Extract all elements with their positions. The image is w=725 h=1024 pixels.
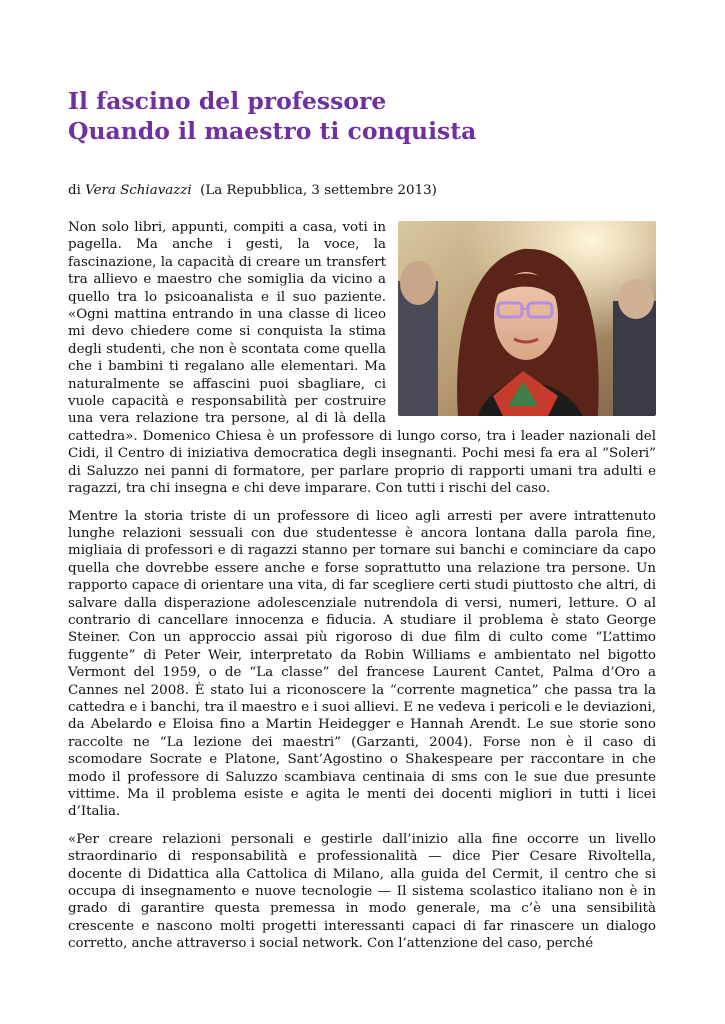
source-citation: (La Repubblica, 3 settembre 2013) bbox=[200, 183, 437, 198]
title-line-2: Quando il maestro ti conquista bbox=[68, 117, 477, 145]
paragraph-2: Mentre la storia triste di un professore di liceo agli arresti per avere intrattenuto lunghe relazioni sessuali con due studentesse è ancora lontana dalla parola fine, migliaia di professori e di ragazzi stanno per tornare sui banchi e cominciare da capo quella che dovrebbe essere anche e forse soprattutto una relazione tra persone. Un rapporto capace di orientare una vita, di far scegliere certi studi piuttosto che altri, di salvare dalla disperazione adolescenziale nutrendola di versi, numeri, letture. O al contrario di cancellare innocenza e fiducia. A studiare il problema è stato George Steiner. Con un approccio assai più rigoroso di due film di culto come “L’attimo fuggente” di Peter Weir, interpretato da Robin Williams e ambientato nel bigotto Vermont del 1959, o de “La classe” del francese Laurent Cantet, Palma d’Oro a Cannes nel 2008. È stato lui a riconoscere la “corrente magnetica” che passa tra la cattedra e i banchi, tra il maestro e i suoi allievi. E ne vedeva i pericoli e le deviazioni, da Abelardo e Eloisa fino a Martin Heidegger e Hannah Arendt. Le sue storie sono raccolte ne “La lezione dei maestri” (Garzanti, 2004). Forse non è il caso di scomodare Socrate e Platone, Sant’Agostino o Shakespeare per raccontare in che modo il professore di Saluzzo scambiava centinaia di sms con le sue due presunte vittime. Ma il problema esiste e agita le menti dei docenti migliori in tutti i licei d’Italia. bbox=[68, 508, 656, 820]
paragraph-3: «Per creare relazioni personali e gestirle dall’inizio alla fine occorre un livello straordinario di responsabilità e professionalità — dice Pier Cesare Rivoltella, docente di Didattica alla Cattolica di Milano, alla guida del Cermit, il centro che si occupa di insegnamento e nuove tecnologie — Il sistema scolastico italiano non è in grado di garantire questa premessa in modo generale, ma c’è una sensibilità crescente e nascono molti progetti interessanti capaci di far rinascere un dialogo corretto, anche attraverso i social network. Con l’attenzione del caso, perché bbox=[68, 831, 656, 952]
byline bbox=[68, 182, 437, 200]
title-line-1: Il fascino del professore bbox=[68, 87, 387, 115]
article-title bbox=[68, 86, 476, 146]
paragraph-1: Non solo libri, appunti, compiti a casa, voti in pagella. Ma anche i gesti, la voce, la fascinazione, la capacità di creare un transfert tra allievo e maestro che somiglia da vicino a quello tra lo psicoanalista e il suo paziente. «Ogni mattina entrando in una classe di liceo mi devo chiedere come si conquista la stima degli studenti, che non è scontata come quella che i bambini ti regalano alle elementari. Ma naturalmente se affascini puoi sbagliare, ci vuole capacità e responsabilità per costruire una vera relazione tra persone, al di là della cattedra». Domenico Chiesa è un professore di lungo corso, tra i leader nazionali del Cidi, il Centro di iniziativa democratica degli insegnanti. Pochi mesi fa era al “Soleri” di Saluzzo nei panni di formatore, per parlare proprio di rapporti umani tra adulti e ragazzi, tra chi insegna e chi deve imparare. Con tutti i rischi del caso. bbox=[68, 220, 656, 497]
article-body bbox=[68, 219, 656, 963]
byline-prefix: di bbox=[68, 183, 86, 198]
portrait-image bbox=[398, 221, 656, 416]
author-photo bbox=[398, 221, 656, 416]
author-name: Vera Schiavazzi bbox=[85, 183, 192, 198]
